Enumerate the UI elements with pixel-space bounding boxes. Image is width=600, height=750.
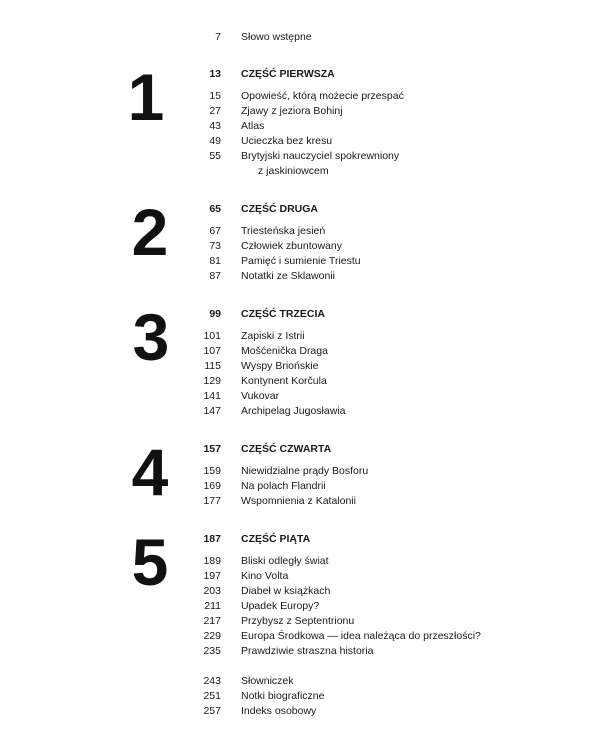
part-5-big-numeral: 5 — [131, 525, 169, 599]
toc-page-number: 251 — [203, 690, 221, 702]
toc-page-number: 87 — [209, 270, 221, 282]
toc-page-number: 159 — [203, 465, 221, 477]
toc-page-number: 229 — [203, 630, 221, 642]
part-5-heading: CZĘŚĆ PIĄTA — [241, 533, 311, 545]
part-3-big-numeral: 3 — [132, 300, 170, 374]
toc-entry-title: Człowiek zbuntowany — [241, 240, 342, 252]
part-1-page-number: 13 — [209, 68, 221, 80]
part-5-page-number: 187 — [203, 533, 221, 545]
toc-entry-title: Wspomnienia z Katalonii — [241, 495, 356, 507]
toc-entry-title: Notki biograficzne — [241, 690, 325, 702]
toc-entry-title: Prawdziwie straszna historia — [241, 645, 374, 657]
part-1-big-numeral: 1 — [127, 60, 165, 134]
toc-page-number: 129 — [203, 375, 221, 387]
toc-entry-title: Przybysz z Septentrionu — [241, 615, 355, 627]
toc-entry-title: Zjawy z jeziora Bohinj — [241, 105, 343, 117]
toc-page-number: 177 — [203, 495, 221, 507]
toc-entry-title: Archipelag Jugosławia — [241, 405, 346, 417]
toc-entry-title: Diabeł w książkach — [241, 585, 331, 597]
toc-page-number: 81 — [209, 255, 221, 267]
toc-entry-title: Bliski odległy świat — [241, 555, 329, 567]
toc-entry-title: Pamięć i sumienie Triestu — [241, 255, 361, 267]
toc-page-number: 211 — [204, 600, 221, 612]
toc-entry-title: Słowo wstępne — [241, 31, 312, 43]
toc-page-number: 107 — [203, 345, 221, 357]
toc-page-number: 115 — [204, 360, 221, 372]
toc-entry-title: Wyspy Briońskie — [241, 360, 319, 372]
toc-entry-title: Triesteńska jesień — [241, 225, 326, 237]
toc-page-number: 217 — [203, 615, 221, 627]
part-3-heading: CZĘŚĆ TRZECIA — [241, 308, 325, 320]
toc-entry-title: Kino Volta — [241, 570, 289, 582]
toc-page-number: 101 — [203, 330, 221, 342]
toc-page-number: 67 — [209, 225, 221, 237]
toc-entry-title: Na polach Flandrii — [241, 480, 326, 492]
toc-page-number: 7 — [215, 31, 221, 43]
toc-page-number: 27 — [209, 105, 221, 117]
toc-page-number: 169 — [203, 480, 221, 492]
toc-entry-title: Atlas — [241, 120, 265, 132]
toc-page-number: 49 — [209, 135, 221, 147]
toc-page-number: 141 — [203, 390, 221, 402]
part-4-big-numeral: 4 — [131, 435, 169, 509]
toc-page-number: 55 — [209, 150, 221, 162]
toc-page-number: 43 — [209, 120, 221, 132]
toc-page-number: 73 — [209, 240, 221, 252]
toc-entry-title: Opowieść, którą możecie przespać — [241, 90, 404, 102]
part-4-page-number: 157 — [203, 443, 221, 455]
toc-entry-title: Europa Środkowa — idea należąca do przeszłości? — [241, 630, 481, 642]
toc-entry-title: Vukovar — [241, 390, 280, 402]
toc-entry-title-continuation: z jaskiniowcem — [258, 165, 329, 177]
toc-page-number: 189 — [203, 555, 221, 567]
part-2-page-number: 65 — [209, 203, 221, 215]
toc-entry-title: Niewidzialne prądy Bosforu — [241, 465, 369, 477]
toc-entry-title: Słowniczek — [241, 675, 294, 687]
toc-page-number: 203 — [203, 585, 221, 597]
toc-entry-title: Mošćenička Draga — [241, 345, 328, 357]
toc-entry-title: Ucieczka bez kresu — [241, 135, 333, 147]
toc-page-number: 235 — [203, 645, 221, 657]
toc-entry-title: Upadek Europy? — [241, 600, 320, 612]
toc-page-number: 147 — [203, 405, 221, 417]
toc-page-number: 243 — [203, 675, 221, 687]
toc-entry-title: Indeks osobowy — [241, 705, 317, 717]
toc-entry-title: Zapiski z Istrii — [241, 330, 305, 342]
part-3-page-number: 99 — [209, 308, 221, 320]
part-2-heading: CZĘŚĆ DRUGA — [241, 203, 319, 215]
toc-entry-title: Notatki ze Sklawonii — [241, 270, 335, 282]
toc-entry-title: Brytyjski nauczyciel spokrewniony — [241, 150, 400, 162]
toc-entry-title: Kontynent Korčula — [241, 375, 327, 387]
part-1-heading: CZĘŚĆ PIERWSZA — [241, 68, 335, 80]
toc-page-number: 197 — [203, 570, 221, 582]
toc-page-number: 15 — [209, 90, 221, 102]
part-4-heading: CZĘŚĆ CZWARTA — [241, 443, 332, 455]
toc-page-number: 257 — [203, 705, 221, 717]
part-2-big-numeral: 2 — [131, 195, 169, 269]
